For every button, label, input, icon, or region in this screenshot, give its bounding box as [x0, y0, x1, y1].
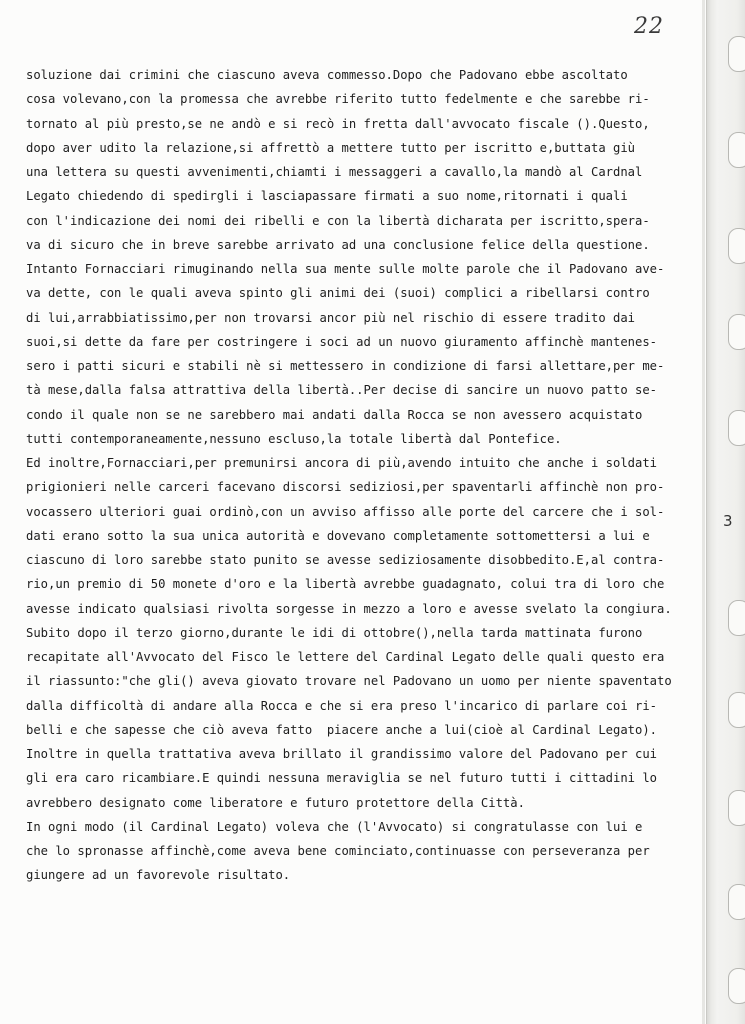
- text-line: tutti contemporaneamente,nessuno escluso,la totale libertà dal Pontefice.: [26, 431, 562, 446]
- text-line: vocassero ulteriori guai ordinò,con un avviso affisso alle porte del carcere che i sol-: [26, 504, 665, 519]
- text-line: belli e che sapesse che ciò aveva fatto piacere anche a lui(cioè al Cardinal Legato).: [26, 722, 658, 737]
- text-line: Intanto Fornacciari rimuginando nella sua mente sulle molte parole che il Padovano ave-: [26, 262, 665, 276]
- text-line: gli era caro ricambiare.E quindi nessuna meraviglia se nel futuro tutti i cittadini lo: [26, 771, 658, 786]
- text-line: con l'indicazione dei nomi dei ribelli e con la libertà dicharata per iscritto,spera-: [26, 213, 650, 228]
- punch-hole: [728, 790, 745, 826]
- body-text: [26, 63, 716, 888]
- text-line: dati erano sotto la sua unica autorità e dovevano completamente sottomettersi a lui e: [26, 528, 650, 543]
- text-line: giungere ad un favorevole risultato.: [26, 868, 291, 883]
- text-line: che lo spronasse affinchè,come aveva bene cominciato,continuasse con perseveranza per: [26, 844, 650, 858]
- punch-hole: [728, 692, 745, 728]
- text-line: ciascuno di loro sarebbe stato punito se avesse sediziosamente disobbedito.E,al contra-: [26, 553, 665, 567]
- text-line: avrebbero designato come liberatore e futuro protettore della Città.: [26, 795, 525, 810]
- punch-hole: [728, 410, 745, 446]
- margin-mark: 3: [723, 512, 733, 530]
- text-line: va di sicuro che in breve sarebbe arrivato ad una conclusione felice della questione.: [26, 237, 650, 252]
- text-line: prigionieri nelle carceri facevano discorsi sediziosi,per spaventarli affinchè non pro-: [26, 480, 665, 495]
- punch-hole: [728, 228, 745, 264]
- punch-hole: [728, 600, 745, 636]
- text-line: Subito dopo il terzo giorno,durante le idi di ottobre(),nella tarda mattinata furono: [26, 625, 643, 640]
- text-line: rio,un premio di 50 monete d'oro e la libertà avrebbe guadagnato, colui tra di loro che: [26, 577, 665, 592]
- text-line: Inoltre in quella trattativa aveva brillato il grandissimo valore del Padovano per cui: [26, 747, 658, 761]
- punch-hole: [728, 314, 745, 350]
- text-line: tornato al più presto,se ne andò e si recò in fretta dall'avvocato fiscale ().Questo,: [26, 116, 650, 131]
- punch-hole: [728, 884, 745, 920]
- page-number: 22: [634, 14, 664, 39]
- punch-hole: [728, 36, 745, 72]
- text-line: dopo aver udito la relazione,si affrettò a mettere tutto per iscritto e,buttata giù: [26, 140, 636, 155]
- text-line: avesse indicato qualsiasi rivolta sorgesse in mezzo a loro e avesse svelato la congiura.: [26, 601, 672, 616]
- text-line: una lettera su questi avvenimenti,chiamti i messaggeri a cavallo,la mandò al Cardnal: [26, 165, 643, 179]
- text-line: Legato chiedendo di spedirgli i lasciapassare firmati a suo nome,ritornati i quali: [26, 189, 628, 204]
- text-line: suoi,si dette da fare per costringere i soci ad un nuovo giuramento affinchè mantenes-: [26, 334, 658, 349]
- text-line: Ed inoltre,Fornacciari,per premunirsi ancora di più,avendo intuito che anche i soldati: [26, 456, 658, 470]
- text-line: sero i patti sicuri e stabili nè si mettessero in condizione di farsi allettare,per me-: [26, 359, 665, 373]
- text-line: condo il quale non se ne sarebbero mai andati dalla Rocca se non avessero acquistato: [26, 407, 643, 422]
- text-line: soluzione dai crimini che ciascuno aveva commesso.Dopo che Padovano ebbe ascoltato: [26, 68, 628, 82]
- text-line: dalla difficoltà di andare alla Rocca e che si era preso l'incarico di parlare coi ri-: [26, 698, 658, 713]
- text-line: recapitate all'Avvocato del Fisco le lettere del Cardinal Legato delle quali questo era: [26, 650, 665, 664]
- text-line: il riassunto:"che gli() aveva giovato trovare nel Padovano un uomo per niente spaventato: [26, 674, 672, 689]
- punch-hole: [728, 132, 745, 168]
- text-line: va dette, con le quali aveva spinto gli animi dei (suoi) complici a ribellarsi contro: [26, 286, 650, 301]
- text-line: di lui,arrabbiatissimo,per non trovarsi ancor più nel rischio di essere tradito dai: [26, 310, 636, 325]
- text-line: In ogni modo (il Cardinal Legato) voleva che (l'Avvocato) si congratulasse con lui e: [26, 819, 643, 834]
- text-line: tà mese,dalla falsa attrattiva della libertà..Per decise di sancire un nuovo patto se-: [26, 383, 658, 398]
- text-line: cosa volevano,con la promessa che avrebbe riferito tutto fedelmente e che sarebbe ri-: [26, 92, 650, 107]
- punch-hole: [728, 968, 745, 1004]
